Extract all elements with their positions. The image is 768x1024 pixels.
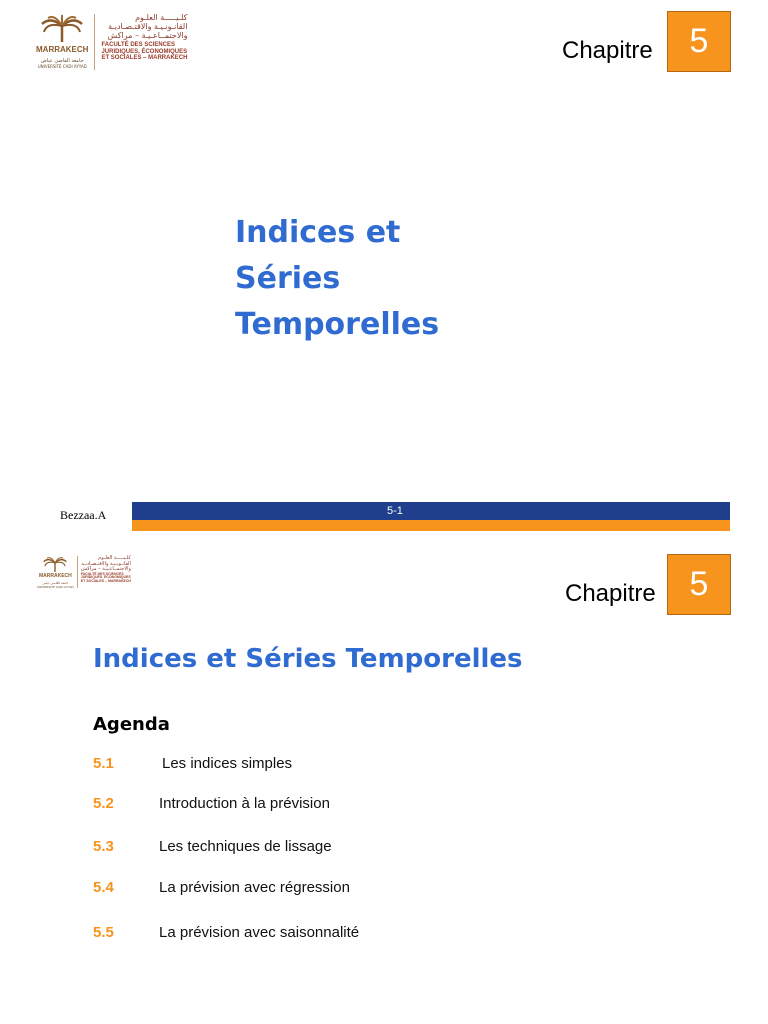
chapter-label-2: Chapitre: [565, 580, 656, 607]
logo-mark: [36, 14, 88, 69]
logo-mark-small: [37, 556, 74, 589]
agenda-number: 5.3: [93, 838, 114, 855]
agenda-text: Les techniques de lissage: [159, 838, 332, 855]
logo-arabic-line-1: كلـيـــــة العلـوم: [135, 13, 188, 22]
faculty-logo-small: [37, 556, 131, 589]
agenda-text: Les indices simples: [162, 755, 293, 772]
slide-title: [235, 210, 439, 348]
chapter-number-box-2: 5: [667, 554, 731, 615]
logo-sub-arabic-small: جامعة القاضي عياض: [42, 581, 69, 585]
chapter-number-box: 5: [667, 11, 731, 72]
title-line-3: Temporelles: [235, 307, 440, 342]
logo-text-block-small: [81, 556, 131, 584]
agenda-number: 5.1: [93, 755, 114, 772]
logo-city-small: MARRAKECH: [38, 573, 72, 579]
logo-text-block: [101, 14, 187, 61]
logo-arabic-line-2-small: القانـونـيـة والاقتـصـاديـة: [81, 560, 131, 567]
logo-latin-line-3-small: ET SOCIALES – MARRAKECH: [80, 578, 131, 583]
agenda-text: La prévision avec saisonnalité: [159, 924, 360, 941]
agenda-item: [93, 879, 350, 896]
logo-latin-line-3: ET SOCIALES – MARRAKECH: [101, 54, 188, 61]
logo-arabic-line-3-small: والاجتمــاعـيـة – مراكش: [80, 566, 131, 572]
logo-latin-line-1: FACULTÉ DES SCIENCES: [101, 42, 176, 49]
logo-arabic-line-1-small: كلـيـــــة العلـوم: [98, 555, 131, 561]
footer-page-number: 5-1: [387, 505, 403, 517]
logo-arabic-line-3: والاجتمــاعـيـة – مراكش: [107, 30, 188, 40]
footer-bar-orange: [132, 520, 730, 531]
footer-bar-blue: [132, 502, 730, 520]
slide-2-title: Indices et Séries Temporelles: [93, 644, 523, 674]
chapter-label: Chapitre: [562, 37, 653, 64]
agenda-heading: Agenda: [93, 714, 170, 735]
logo-arabic-line-2: القانـونـيـة والاقتـصـاديـة: [108, 21, 188, 31]
agenda-item: [93, 795, 330, 812]
logo-latin-line-1-small: FACULTÉ DES SCIENCES: [80, 571, 124, 576]
logo-divider-small: [77, 556, 78, 588]
agenda-number: 5.4: [93, 879, 114, 896]
agenda-item: [93, 924, 359, 941]
logo-latin-line-2-small: JURIDIQUES, ÉCONOMIQUES: [80, 575, 131, 580]
logo-divider: [94, 14, 95, 70]
footer-author: Bezzaa.A: [60, 508, 107, 522]
title-line-2: Séries: [235, 261, 341, 296]
agenda-text: Introduction à la prévision: [159, 795, 330, 812]
palm-tree-icon: [39, 14, 85, 44]
agenda-text: La prévision avec régression: [159, 879, 350, 896]
logo-sub-latin-small: UNIVERSITÉ CADI AYYAD: [37, 585, 74, 589]
title-line-1: Indices et: [235, 215, 401, 250]
logo-city: MARRAKECH: [36, 45, 89, 54]
agenda-number: 5.5: [93, 924, 114, 941]
logo-sub-arabic: جامعة القاضي عياض: [40, 58, 84, 64]
logo-sub-latin: UNIVERSITÉ CADI AYYAD: [37, 64, 87, 69]
agenda-number: 5.2: [93, 795, 114, 812]
palm-tree-icon: [42, 556, 68, 573]
logo-latin-line-2: JURIDIQUES, ÉCONOMIQUES: [101, 48, 188, 55]
agenda-item: [93, 755, 292, 772]
faculty-logo: [36, 14, 187, 70]
agenda-item: [93, 838, 332, 855]
